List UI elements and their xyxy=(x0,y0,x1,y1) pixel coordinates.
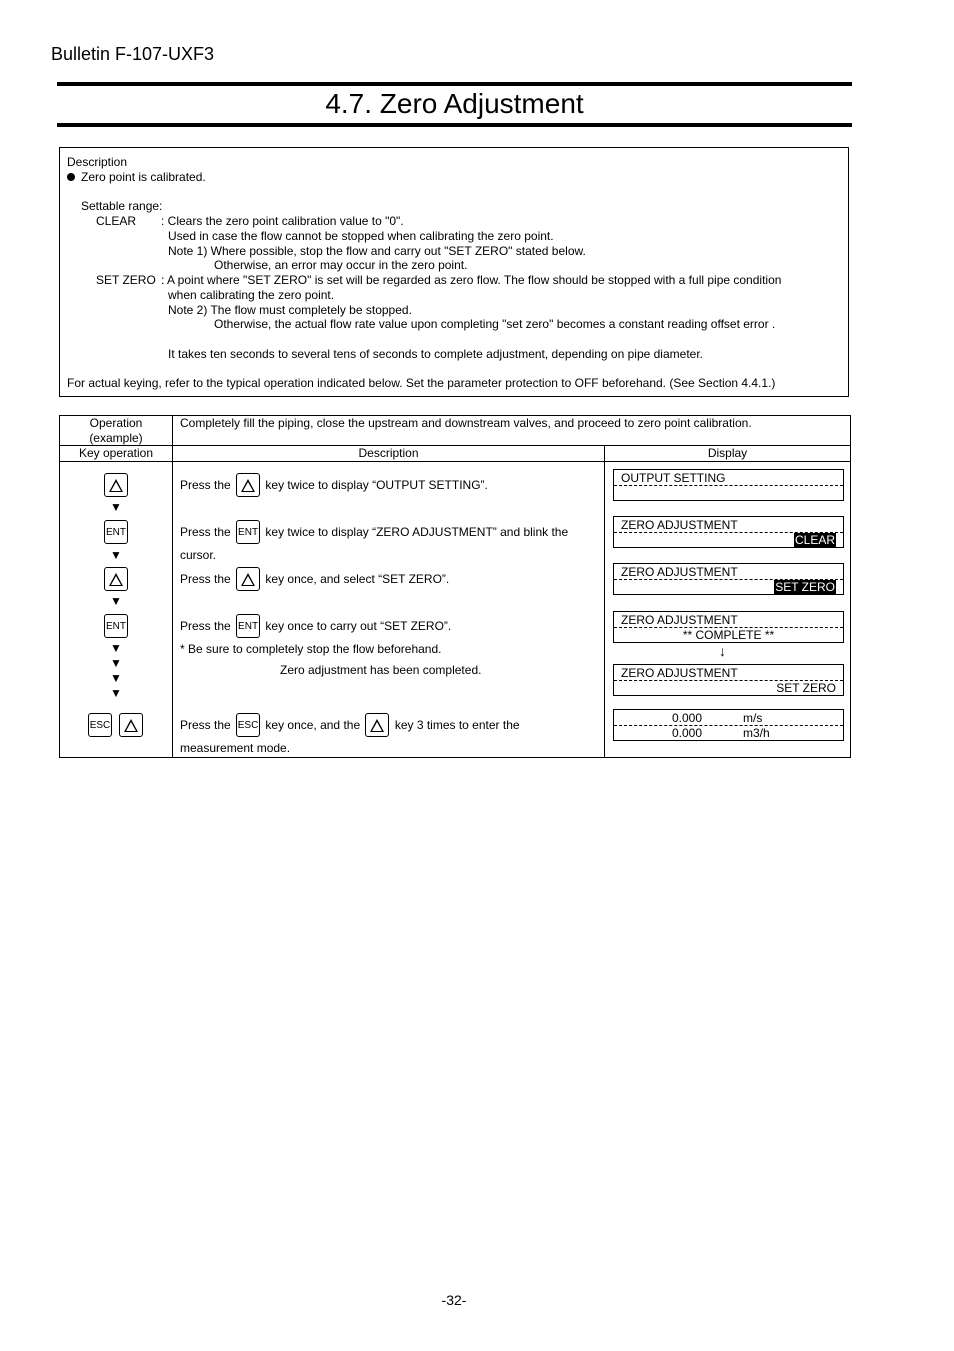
note2-line2: Otherwise, the actual flow rate value upon completing "set zero" becomes a constant reading offset error . xyxy=(214,317,776,331)
lcd-display-measurement: 0.000 m/s 0.000 m3/h xyxy=(613,709,844,741)
step-arrow-icon: ▼ xyxy=(110,500,122,514)
step4-note: * Be sure to completely stop the flow beforehand. xyxy=(180,642,442,656)
step-arrow-icon: ▼ xyxy=(110,656,122,670)
col-header-display: Display xyxy=(604,445,851,462)
up-key-icon xyxy=(104,473,128,497)
up-key-icon xyxy=(119,713,143,737)
step-arrow-icon: ▼ xyxy=(110,594,122,608)
step2-line2: cursor. xyxy=(180,548,217,562)
lcd-display-set-zero-done: ZERO ADJUSTMENT SET ZERO xyxy=(613,664,844,696)
setzero-label: SET ZERO xyxy=(96,273,156,287)
description-heading: Description xyxy=(67,155,128,169)
note2: Note 2) The flow must completely be stopped. xyxy=(168,303,412,317)
step-arrow-icon: ▼ xyxy=(110,671,122,685)
up-key-icon xyxy=(104,567,128,591)
lcd-display-clear: ZERO ADJUSTMENT CLEAR xyxy=(613,516,844,548)
ent-key-icon: ENT xyxy=(104,614,128,638)
page-title: 4.7. Zero Adjustment xyxy=(325,88,584,119)
bottom-rule xyxy=(57,123,852,127)
bullet-icon xyxy=(67,173,75,181)
step5-line2: measurement mode. xyxy=(180,741,291,755)
step5-text: Press the ESC key once, and the key 3 times to enter the xyxy=(180,714,520,738)
setzero-line2: when calibrating the zero point. xyxy=(168,288,335,302)
description-box xyxy=(59,147,849,397)
step3-text: Press the key once, and select “SET ZERO”. xyxy=(180,568,449,592)
step-arrow-icon: ▼ xyxy=(110,686,122,700)
ent-key-icon: ENT xyxy=(236,614,260,638)
esc-key-icon: ESC xyxy=(236,713,260,737)
up-key-icon xyxy=(236,473,260,497)
clear-line2: Used in case the flow cannot be stopped when calibrating the zero point. xyxy=(168,229,554,243)
step-arrow-icon: ▼ xyxy=(110,548,122,562)
settable-range-label: Settable range: xyxy=(81,199,163,213)
clear-label: CLEAR xyxy=(96,214,137,228)
ent-key-icon: ENT xyxy=(236,520,260,544)
page-number: -32- xyxy=(441,1292,467,1308)
lcd-display-set-zero-select: ZERO ADJUSTMENT SET ZERO xyxy=(613,563,844,595)
bulletin-id: Bulletin F-107-UXF3 xyxy=(51,44,215,64)
note1: Note 1) Where possible, stop the flow and carry out "SET ZERO" stated below. xyxy=(168,244,586,258)
col-header-description: Description xyxy=(172,445,605,462)
step4-text: Press the ENT key once to carry out “SET ZERO”. xyxy=(180,615,451,639)
ent-key-icon: ENT xyxy=(104,520,128,544)
cursor-highlight: SET ZERO xyxy=(775,580,835,594)
step-arrow-icon: ▼ xyxy=(110,641,122,655)
lcd-display-output-setting: OUTPUT SETTING xyxy=(613,469,844,501)
clear-text: : Clears the zero point calibration value to "0". xyxy=(161,214,404,228)
down-arrow-icon: ↓ xyxy=(719,643,726,659)
step2-text: Press the ENT key twice to display “ZERO ADJUSTMENT” and blink the xyxy=(180,521,568,545)
time-note: It takes ten seconds to several tens of seconds to complete adjustment, depending on pipe diameter. xyxy=(168,347,703,361)
description-footer: For actual keying, refer to the typical operation indicated below. Set the parameter protection to OFF beforehand. (See Section 4.4.1.) xyxy=(67,376,776,390)
setzero-text: : A point where "SET ZERO" is set will be regarded as zero flow. The flow should be stopped with a full pipe condition xyxy=(161,273,782,287)
description-bullet: Zero point is calibrated. xyxy=(67,170,206,185)
step1-text: Press the key twice to display “OUTPUT SETTING”. xyxy=(180,474,488,498)
up-key-icon xyxy=(236,567,260,591)
up-key-icon xyxy=(365,713,389,737)
esc-key-icon: ESC xyxy=(88,713,112,737)
note1-line2: Otherwise, an error may occur in the zero point. xyxy=(214,258,468,272)
col-header-key: Key operation xyxy=(59,445,173,462)
top-rule xyxy=(57,82,852,86)
op-label-cell: Operation (example) xyxy=(59,415,173,446)
op-text-cell: Completely fill the piping, close the upstream and downstream valves, and proceed to zero point calibration. xyxy=(172,415,851,446)
cursor-highlight: CLEAR xyxy=(794,533,835,547)
lcd-display-complete: ZERO ADJUSTMENT ** COMPLETE ** xyxy=(613,611,844,643)
step4-done: Zero adjustment has been completed. xyxy=(280,663,482,677)
